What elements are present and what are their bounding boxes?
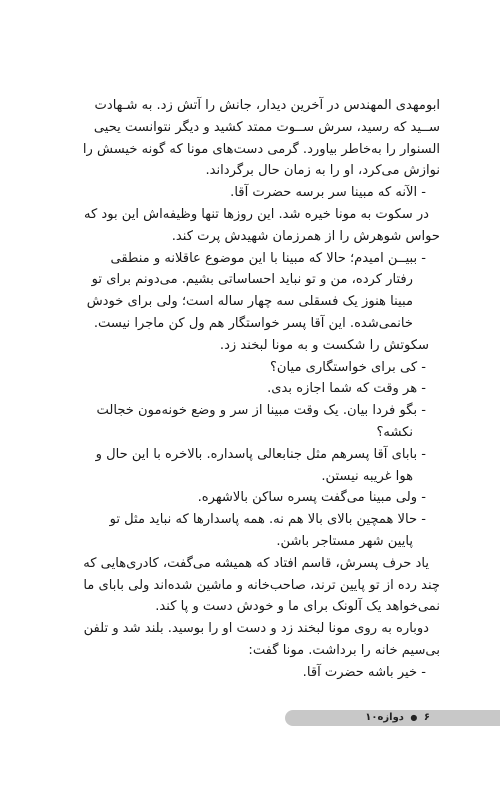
text-line: السنوار را به‌خاطر بیاورد. گرمی دست‌های مونا که گونه خیسش را <box>82 141 440 157</box>
text-line: در سکوت به مونا خیره شد. این روزها تنها وظیفه‌اش این بود که <box>83 206 429 222</box>
text-line: چند رده از تو پایین ترند، صاحب‌خانه و ماشین شده‌اند ولی بابای ما <box>83 577 440 593</box>
text-line: - خیر باشه حضرت آقا. <box>302 664 426 680</box>
text-line: - حالا همچین بالای بالا هم نه. همه پاسدارها که نباید مثل تو <box>109 512 426 528</box>
text-line: - بگو فردا بیان. یک وقت مبینا از سر و وضع خونه‌مون خجالت <box>96 403 426 419</box>
page-number: ۶ <box>423 712 430 723</box>
text-line: - کی برای خواستگاری میان؟ <box>269 359 426 375</box>
text-line: رفتار کرده، من و تو نباید احساساتی بشیم. می‌دونم برای تو <box>91 272 413 288</box>
text-line: ابومهدی المهندس در آخرین دیدار، جانش را آتش زد. به شـهادت <box>94 98 440 113</box>
text-line: سکوتش را شکست و به مونا لبخند زد. <box>219 337 429 353</box>
text-line: نمی‌خواهد یک آلونک برای ما و خودش دست و پا کند. <box>155 599 440 615</box>
text-line: حواس شوهرش را از همرزمان شهیدش پرت کند. <box>171 228 440 244</box>
text-line: پایین شهر مستاجر باشن. <box>276 533 413 549</box>
book-title: دوازه۱۰ <box>365 712 404 723</box>
text-line: - هر وقت که شما اجازه بدی. <box>267 381 426 397</box>
text-line: خانمی‌شده. این آقا پسر خواستگار هم ول کن ماجرا نیست. <box>93 315 413 331</box>
footer-label <box>365 710 430 726</box>
text-line: نکشه؟ <box>376 424 413 440</box>
text-line: - بابای آقا پسرهم مثل جنابعالی پاسداره. بالاخره با این حال و <box>95 446 426 462</box>
text-line: یاد حرف پسرش، قاسم افتاد که همیشه می‌گفت، کادری‌هایی که <box>83 555 429 571</box>
text-line: - ولی مبینا می‌گفت پسره ساکن بالاشهره. <box>197 490 426 506</box>
text-line: بی‌سیم خانه را برداشت. مونا گفت: <box>248 642 440 658</box>
footer-separator: ● <box>410 713 418 722</box>
text-line: ســید که رسید، سرش ســوت ممتد کشید و دیگر نتوانست یحیی <box>93 119 440 135</box>
text-line: مبینا هنوز یک فسقلی سه چهار ساله است؛ ولی برای خودش <box>86 294 413 310</box>
page-body <box>70 95 440 684</box>
text-line: - الآنه که مبینا سر برسه حضرت آقا. <box>230 185 426 201</box>
text-line: هوا غریبه نیستن. <box>321 468 413 484</box>
text-line: نوازش می‌کرد، او را به زمان حال برگرداند. <box>205 163 440 179</box>
text-line: - ببیــن امیدم؛ حالا که مبینا با این موضوع عاقلانه و منطقی <box>110 250 426 266</box>
text-line: دوباره به روی مونا لبخند زد و دست او را بوسید. بلند شد و تلفن <box>83 621 429 637</box>
